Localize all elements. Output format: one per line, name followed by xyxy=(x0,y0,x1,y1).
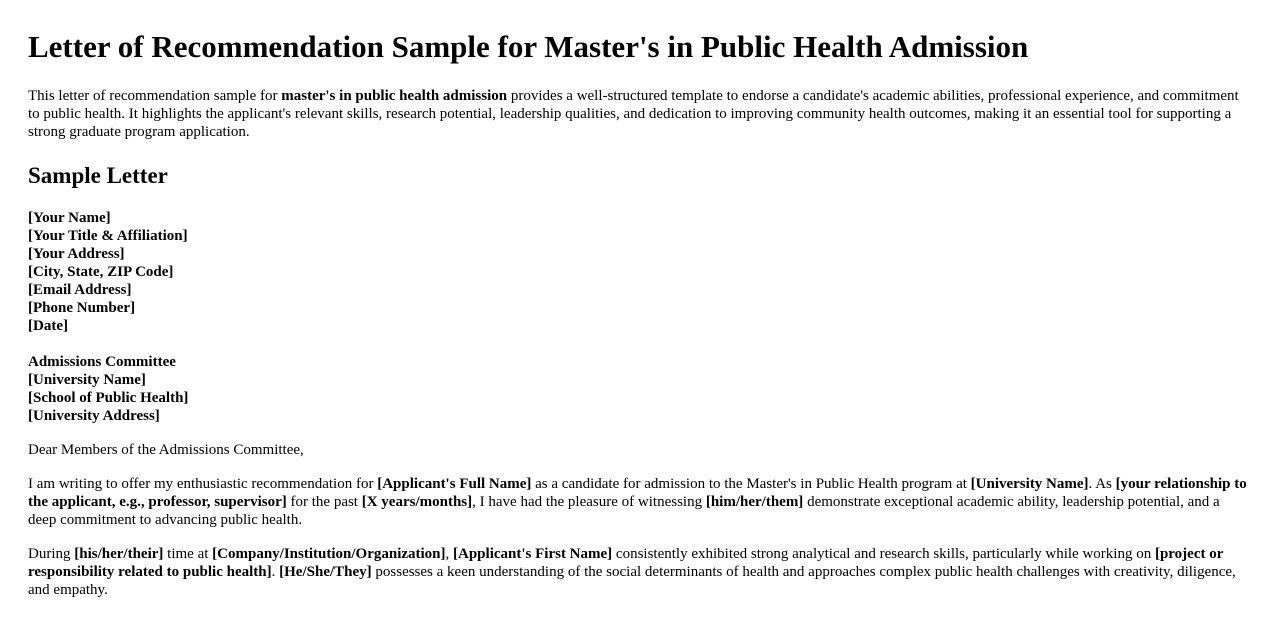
sender-address: [Your Address] xyxy=(28,246,125,262)
p1-placeholder-relationship: [your relationship to the applicant, e.g., professor, supervisor] xyxy=(28,476,1247,510)
p1-placeholder-duration: [X years/months] xyxy=(361,494,473,510)
p2-text-6: possesses a keen understanding of the social determinants of health and approaches complex public health challenges with creativity, diligence, and empathy. xyxy=(28,564,1236,598)
p2-placeholder-pronoun: [his/her/their] xyxy=(74,546,164,562)
p1-placeholder-university: [University Name] xyxy=(970,476,1089,492)
p2-text-4: consistently exhibited strong analytical and research skills, particularly while working on xyxy=(612,546,1155,562)
p1-placeholder-applicant: [Applicant's Full Name] xyxy=(377,476,532,492)
recipient-school: [School of Public Health] xyxy=(28,390,189,406)
p1-text-6: demonstrate exceptional academic ability, leadership potential, and a deep commitment to advancing public health. xyxy=(28,494,1220,528)
intro-text-2: provides a well-structured template to endorse a candidate's academic abilities, professional experience, and commitment to public health. It highlights the applicant's relevant skills, research potential, leadership qualities, and dedication to improving community health outcomes, making it an essential tool for supporting a strong graduate program application. xyxy=(28,88,1239,140)
salutation: Dear Members of the Admissions Committee, xyxy=(28,442,304,458)
p1-text-1: I am writing to offer my enthusiastic recommendation for xyxy=(28,476,378,492)
intro-paragraph xyxy=(28,87,1250,141)
page-title: Letter of Recommendation Sample for Master's in Public Health Admission xyxy=(28,29,1029,64)
recipient-address: [University Address] xyxy=(28,408,160,424)
p2-text-3: , xyxy=(445,546,454,562)
p2-placeholder-project: [project or responsibility related to public health] xyxy=(28,546,1224,580)
p2-placeholder-first-name: [Applicant's First Name] xyxy=(453,546,613,562)
body-paragraph-2 xyxy=(28,545,1250,599)
p2-text-2: time at xyxy=(163,546,213,562)
p1-text-3: . As xyxy=(1088,476,1116,492)
sender-city: [City, State, ZIP Code] xyxy=(28,264,174,280)
p1-placeholder-pronoun: [him/her/them] xyxy=(705,494,804,510)
p2-text-1: During xyxy=(28,546,75,562)
recipient-university: [University Name] xyxy=(28,372,146,388)
intro-keyword: master's in public health admission xyxy=(281,88,508,104)
body-paragraph-1 xyxy=(28,475,1250,529)
sender-phone: [Phone Number] xyxy=(28,300,136,316)
p2-placeholder-subject: [He/She/They] xyxy=(279,564,372,580)
document-page xyxy=(0,29,1278,599)
sender-title: [Your Title & Affiliation] xyxy=(28,228,188,244)
p1-text-4: for the past xyxy=(286,494,362,510)
sender-date: [Date] xyxy=(28,318,68,334)
sender-name: [Your Name] xyxy=(28,210,111,226)
sender-block xyxy=(28,209,1250,335)
section-heading: Sample Letter xyxy=(28,163,168,188)
sender-email: [Email Address] xyxy=(28,282,132,298)
recipient-block xyxy=(28,353,1250,425)
p2-placeholder-organization: [Company/Institution/Organization] xyxy=(212,546,446,562)
p1-text-5: , I have had the pleasure of witnessing xyxy=(472,494,706,510)
intro-text-1: This letter of recommendation sample for xyxy=(28,88,282,104)
recipient-committee: Admissions Committee xyxy=(28,354,176,370)
p2-text-5: . xyxy=(271,564,280,580)
p1-text-2: as a candidate for admission to the Master's in Public Health program at xyxy=(531,476,971,492)
